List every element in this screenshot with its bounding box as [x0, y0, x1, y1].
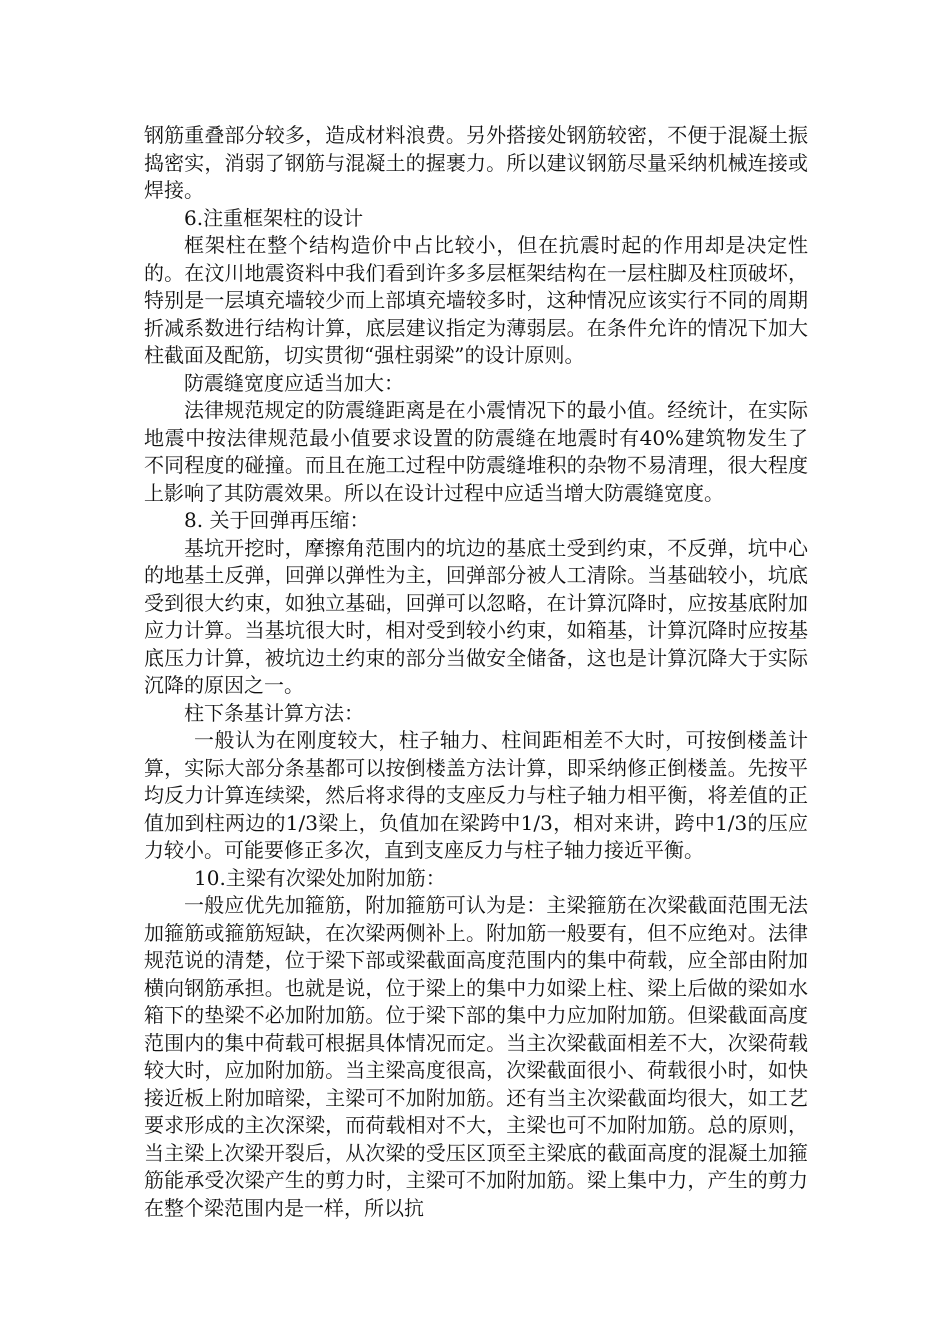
- paragraph-rebar-overlap: 钢筋重叠部分较多，造成材料浪费。另外搭接处钢筋较密，不便于混凝土振捣密实，消弱了钢筋与混凝土的握裹力。所以建议钢筋尽量采纳机械连接或焊接。: [144, 123, 808, 202]
- heading-additional-rebar: 10.主梁有次梁处加附加筋：: [194, 865, 446, 890]
- heading-frame-column-design: 6.注重框架柱的设计: [184, 205, 364, 230]
- paragraph-rebound: 基坑开挖时，摩擦角范围内的坑边的基底土受到约束，不反弹，坑中心的地基土反弹，回弹以弹性为主，回弹部分被人工清除。当基础较小，坑底受到很大约束，如独立基础，回弹可以忽略，在计算沉降时，应按基底附加应力计算。当基坑很大时，相对受到较小约束，如箱基，计算沉降时应按基底压力计算，被坑边土约束的部分当做安全储备，这也是计算沉降大于实际沉降的原因之一。: [144, 535, 808, 697]
- paragraph-seismic-joint: 法律规范规定的防震缝距离是在小震情况下的最小值。经统计，在实际地震中按法律规范最小值要求设置的防震缝在地震时有40%建筑物发生了不同程度的碰撞。而且在施工过程中防震缝堆积的杂物不易清理，很大程度上影响了其防震效果。所以在设计过程中应适当增大防震缝宽度。: [144, 398, 808, 505]
- heading-strip-foundation: 柱下条基计算方法：: [184, 700, 364, 725]
- paragraph-frame-column: 框架柱在整个结构造价中占比较小，但在抗震时起的作用却是决定性的。在汶川地震资料中我们看到许多多层框架结构在一层柱脚及柱顶破坏，特别是一层填充墙较少而上部填充墙较多时，这种情况应该实行不同的周期折减系数进行结构计算，底层建议指定为薄弱层。在条件允许的情况下加大柱截面及配筋，切实贯彻“强柱弱梁”的设计原则。: [144, 233, 808, 367]
- paragraph-additional-rebar: 一般应优先加箍筋，附加箍筋可认为是：主梁箍筋在次梁截面范围无法加箍筋或箍筋短缺，在次梁两侧补上。附加筋一般要有，但不应绝对。法律规范说的清楚，位于梁下部或梁截面高度范围内的集中荷载，应全部由附加横向钢筋承担。也就是说，位于梁上的集中力如梁上柱、梁上后做的梁如水箱下的垫梁不必加附加筋。位于梁下部的集中力应加附加筋。但梁截面高度范围内的集中荷载可根据具体情况而定。当主次梁截面相差不大，次梁荷载较大时，应加附加筋。当主梁高度很高，次梁截面很小、荷载很小时，如快接近板上附加暗梁，主梁可不加附加筋。还有当主次梁截面均很大，如工艺要求形成的主次深梁，而荷载相对不大，主梁也可不加附加筋。总的原则，当主梁上次梁开裂后，从次梁的受压区顶至主梁底的截面高度的混凝土加箍筋能承受次梁产生的剪力时，主梁可不加附加筋。梁上集中力，产生的剪力在整个梁范围内是一样，所以抗: [144, 893, 808, 1220]
- paragraph-strip-foundation: 一般认为在刚度较大，柱子轴力、柱间距相差不大时，可按倒楼盖计算，实际大部分条基都可以按倒楼盖方法计算，即采纳修正倒楼盖。先按平均反力计算连续梁，然后将求得的支座反力与柱子轴力相平衡，将差值的正值加到柱两边的1/3梁上，负值加在梁跨中1/3，相对来讲，跨中1/3的压应力较小。可能要修正多次，直到支座反力与柱子轴力接近平衡。: [144, 728, 808, 862]
- heading-rebound: 8. 关于回弹再压缩：: [184, 508, 370, 532]
- heading-seismic-joint: 防震缝宽度应适当加大：: [184, 370, 404, 395]
- document-body: [144, 122, 808, 1222]
